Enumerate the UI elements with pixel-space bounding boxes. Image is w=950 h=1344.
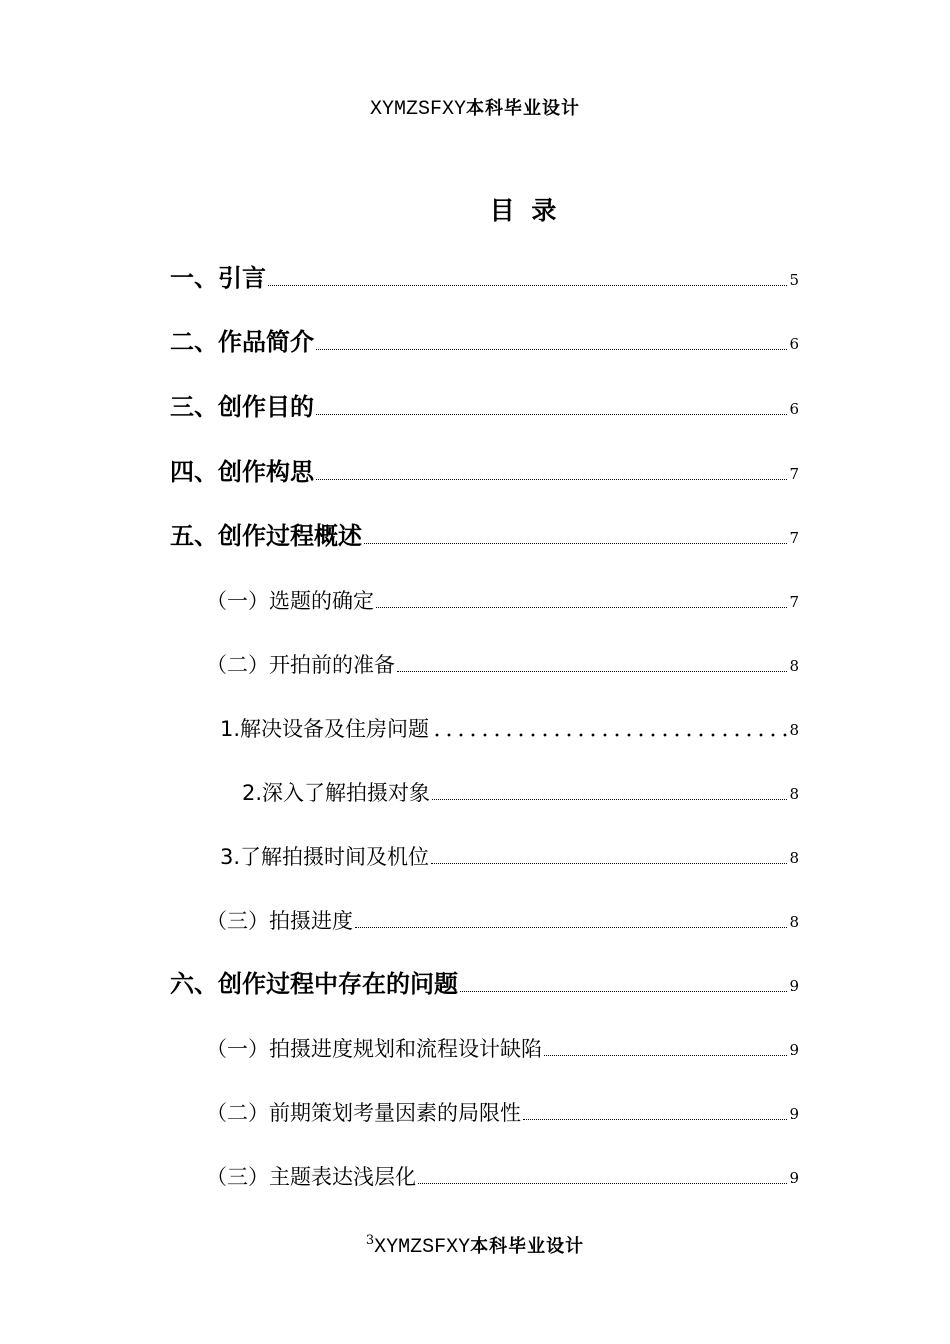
toc-leader-dots: [544, 1054, 787, 1056]
toc-leader-dots: [418, 1182, 787, 1184]
header-doc-type: 本科毕业设计: [466, 98, 580, 119]
toc-leader-dots: [376, 606, 787, 608]
toc-leader-dots: [364, 542, 787, 544]
toc-entry-text: 2.深入了解拍摄对象: [242, 781, 431, 805]
toc-leader-dots: [397, 670, 787, 672]
toc-entry[interactable]: [206, 644, 799, 680]
toc-page-number: 6: [789, 400, 799, 418]
toc-page-number: 8: [789, 657, 799, 675]
toc-entry-text: 3.了解拍摄时间及机位: [220, 845, 430, 869]
toc-page-number: 6: [789, 335, 799, 353]
toc-entry[interactable]: [170, 452, 799, 488]
page-footer: [0, 1227, 950, 1262]
toc-page-number: 7: [789, 593, 799, 611]
toc-page-number: 8: [789, 785, 799, 803]
toc-leader-dots: [316, 478, 787, 480]
toc-page-number: 8: [789, 721, 799, 739]
toc-entry-text: 一、引言: [170, 264, 266, 292]
toc-entry[interactable]: [242, 772, 799, 808]
toc-leader-dots: [316, 413, 787, 415]
toc-title: 目 录: [489, 196, 561, 225]
toc-page-number: 7: [789, 465, 799, 483]
toc-entry-text: 二、作品简介: [170, 328, 314, 356]
toc-entry-text: 六、创作过程中存在的问题: [170, 970, 458, 998]
toc-entry[interactable]: [170, 516, 799, 552]
toc-page-number: 9: [789, 977, 799, 995]
toc-leader-dots: [523, 1118, 787, 1120]
toc-entry[interactable]: [206, 900, 799, 936]
toc-entry-text: 五、创作过程概述: [170, 522, 362, 550]
toc-entry-text: （三）拍摄进度: [206, 909, 353, 933]
toc-page-number: 7: [789, 529, 799, 547]
toc-entry-text: （二）前期策划考量因素的局限性: [206, 1101, 521, 1125]
toc-entry[interactable]: [206, 1028, 799, 1064]
toc-leader-dots: [268, 284, 787, 286]
toc-entry[interactable]: [220, 836, 799, 872]
toc-leader-dots: [431, 862, 787, 864]
toc-leader-dots: [431, 733, 787, 737]
toc-page-number: 9: [789, 1105, 799, 1123]
toc-entry[interactable]: [170, 964, 799, 1000]
toc-entry-text: 1.解决设备及住房问题: [220, 717, 430, 741]
toc-entry-text: （一）选题的确定: [206, 589, 374, 613]
toc-leader-dots: [460, 990, 787, 992]
footer-school-code: XYMZSFXY: [374, 1236, 471, 1259]
toc-page-number: 5: [789, 271, 799, 289]
page-header: [0, 93, 950, 124]
toc-entry[interactable]: [170, 322, 799, 358]
toc-entry-text: （二）开拍前的准备: [206, 653, 395, 677]
toc-entry-text: （一）拍摄进度规划和流程设计缺陷: [206, 1037, 542, 1061]
header-school-code: XYMZSFXY: [369, 98, 466, 121]
toc-page-number: 8: [789, 913, 799, 931]
toc-leader-dots: [355, 926, 787, 928]
toc-entry[interactable]: [206, 1092, 799, 1128]
toc-leader-dots: [316, 348, 787, 350]
footer-doc-type: 本科毕业设计: [470, 1236, 585, 1257]
toc-leader-dots: [432, 798, 787, 800]
toc-entry-text: 三、创作目的: [170, 393, 314, 421]
toc-entry[interactable]: [206, 1156, 799, 1192]
toc-page-number: 9: [789, 1041, 799, 1059]
toc-entry-text: （三）主题表达浅层化: [206, 1165, 416, 1189]
toc-entry-text: 四、创作构思: [170, 458, 314, 486]
toc-page-number: 9: [789, 1169, 799, 1187]
footer-page-number: 3: [365, 1233, 375, 1248]
toc-entry[interactable]: [206, 580, 799, 616]
toc-entry[interactable]: [220, 708, 799, 744]
toc-entry[interactable]: [170, 258, 799, 294]
toc-entry[interactable]: [170, 387, 799, 423]
toc-page-number: 8: [789, 849, 799, 867]
